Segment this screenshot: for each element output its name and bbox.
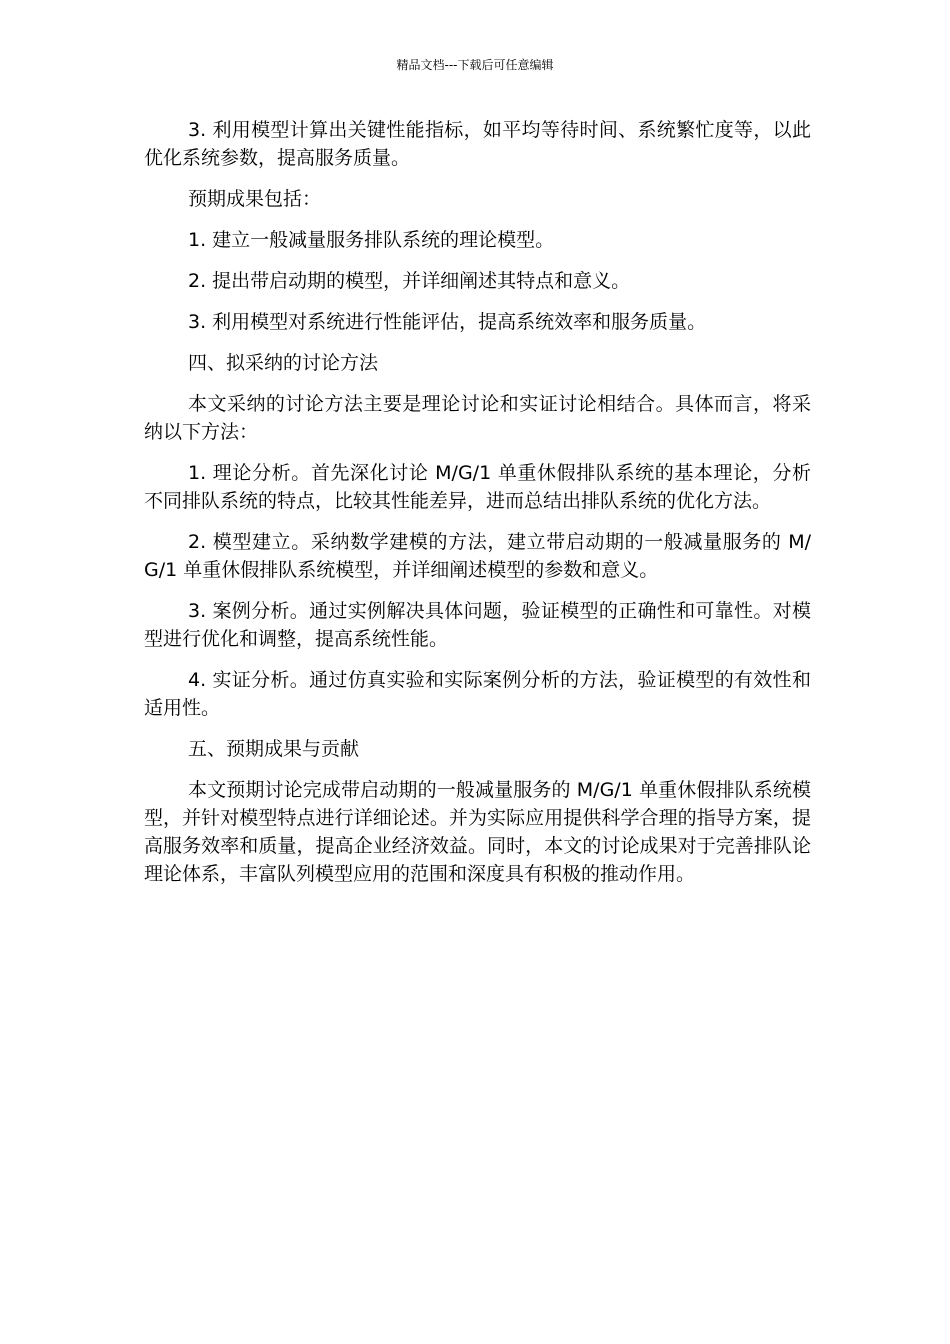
page-header: 精品文档---下载后可任意编辑 xyxy=(396,58,554,72)
paragraph-contributions: 本文预期讨论完成带启动期的一般减量服务的 M/G/1 单重休假排队系统模型，并针对模型特点进行详细论述。并为实际应用提供科学合理的指导方案，提高服务效率和质量，提高企业经济效益。同时，本文的讨论成果对于完善排队论理论体系，丰富队列模型应用的范围和深度具有积极的推动作用。 xyxy=(144,779,811,885)
paragraph-expected-results-intro: 预期成果包括： xyxy=(188,188,322,210)
paragraph-result-3: 3. 利用模型对系统进行性能评估，提高系统效率和服务质量。 xyxy=(188,311,707,333)
document-body xyxy=(144,116,811,901)
paragraph-step-3-indicators: 3. 利用模型计算出关键性能指标，如平均等待时间、系统繁忙度等，以此优化系统参数，提高服务质量。 xyxy=(144,119,811,169)
section-heading-methods: 四、拟采纳的讨论方法 xyxy=(188,352,379,374)
paragraph-method-1: 1. 理论分析。首先深化讨论 M/G/1 单重休假排队系统的基本理论，分析不同排队系统的特点，比较其性能差异，进而总结出排队系统的优化方法。 xyxy=(144,462,811,512)
paragraph-method-3: 3. 案例分析。通过实例解决具体问题，验证模型的正确性和可靠性。对模型进行优化和调整，提高系统性能。 xyxy=(144,600,811,650)
paragraph-method-2: 2. 模型建立。采纳数学建模的方法，建立带启动期的一般减量服务的 M/G/1 单重休假排队系统模型，并详细阐述模型的参数和意义。 xyxy=(144,531,811,581)
paragraph-result-2: 2. 提出带启动期的模型，并详细阐述其特点和意义。 xyxy=(188,270,631,292)
paragraph-methods-intro: 本文采纳的讨论方法主要是理论讨论和实证讨论相结合。具体而言，将采纳以下方法： xyxy=(144,393,811,443)
paragraph-method-4: 4. 实证分析。通过仿真实验和实际案例分析的方法，验证模型的有效性和适用性。 xyxy=(144,669,811,719)
section-heading-contributions: 五、预期成果与贡献 xyxy=(188,738,360,760)
paragraph-result-1: 1. 建立一般减量服务排队系统的理论模型。 xyxy=(188,229,555,251)
